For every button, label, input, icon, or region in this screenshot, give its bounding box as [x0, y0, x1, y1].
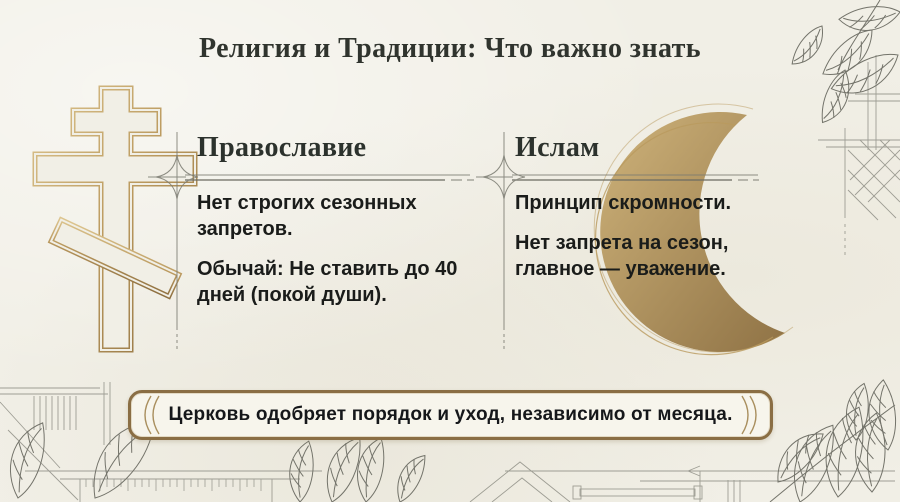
orthodoxy-column [197, 132, 485, 322]
conclusion-banner [128, 390, 773, 440]
orthodox-cross-icon [35, 88, 195, 350]
islam-paragraph: Принцип скромности. [515, 192, 732, 214]
orthodoxy-paragraph: Обычай: Не ставить до 40 дней (покой души). [197, 258, 458, 306]
banner-text: Церковь одобряет порядок и уход, независимо от месяца. [168, 404, 733, 425]
orthodoxy-paragraph: Нет строгих сезонных запретов. [197, 192, 417, 240]
islam-column [515, 132, 773, 296]
technical-sketch-bottom-center [470, 462, 895, 502]
slide-title: Религия и Традиции: Что важно знать [198, 33, 702, 64]
islam-heading: Ислам [515, 132, 600, 163]
orthodoxy-heading: Православие [197, 132, 367, 163]
leaf-sketch-bottom-center [280, 432, 436, 502]
leaf-sketch-bottom-right [765, 378, 900, 502]
islam-paragraph: Нет запрета на сезон, главное — уважение. [515, 232, 729, 280]
